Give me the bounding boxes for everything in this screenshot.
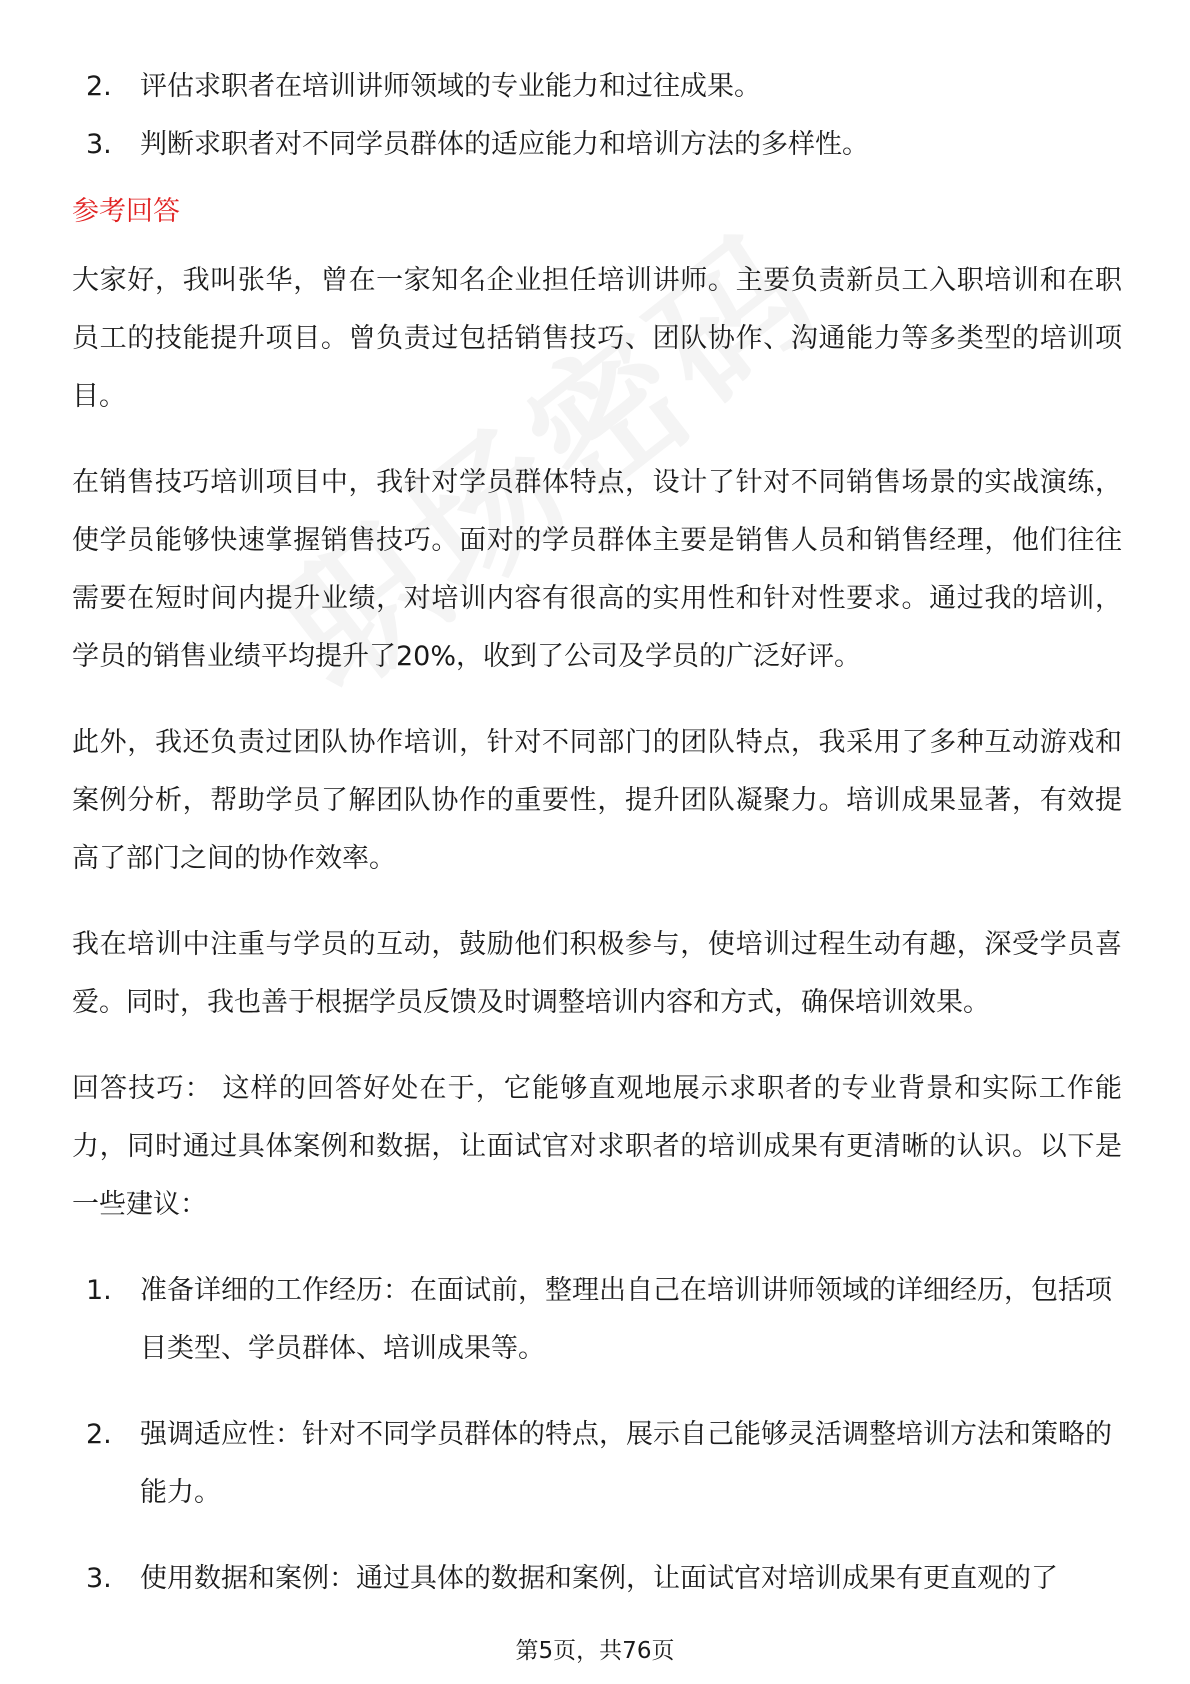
paragraph: 回答技巧： 这样的回答好处在于，它能够直观地展示求职者的专业背景和实际工作能力，同时通过具体案例和数据，让面试官对求职者的培训成果有更清晰的认识。以下是一些建议： bbox=[72, 1073, 1122, 1220]
tips-list bbox=[72, 1262, 1122, 1608]
list-number: 2. bbox=[86, 1419, 112, 1450]
list-number: 3. bbox=[86, 129, 112, 160]
list-number: 1. bbox=[86, 1275, 112, 1306]
section-title: 参考回答 bbox=[72, 196, 180, 227]
list-text: 强调适应性：针对不同学员群体的特点，展示自己能够灵活调整培训方法和策略的能力。 bbox=[140, 1419, 1112, 1508]
paragraph: 我在培训中注重与学员的互动，鼓励他们积极参与，使培训过程生动有趣，深受学员喜爱。同时，我也善于根据学员反馈及时调整培训内容和方式，确保培训效果。 bbox=[72, 929, 1122, 1018]
list-item bbox=[72, 1262, 1122, 1378]
list-text: 准备详细的工作经历：在面试前，整理出自己在培训讲师领域的详细经历，包括项目类型、学员群体、培训成果等。 bbox=[140, 1275, 1112, 1364]
list-number: 2. bbox=[86, 71, 112, 102]
list-item bbox=[72, 116, 1122, 174]
list-text: 评估求职者在培训讲师领域的专业能力和过往成果。 bbox=[140, 71, 761, 102]
paragraph: 在销售技巧培训项目中，我针对学员群体特点，设计了针对不同销售场景的实战演练，使学员能够快速掌握销售技巧。面对的学员群体主要是销售人员和销售经理，他们往往需要在短时间内提升业绩，对培训内容有很高的实用性和针对性要求。通过我的培训，学员的销售业绩平均提升了20%，收到了公司及学员的广泛好评。 bbox=[72, 467, 1122, 672]
intro-list bbox=[72, 58, 1122, 174]
list-text: 使用数据和案例：通过具体的数据和案例，让面试官对培训成果有更直观的了 bbox=[140, 1563, 1058, 1594]
list-number: 3. bbox=[86, 1563, 112, 1594]
page-content bbox=[72, 58, 1122, 1636]
paragraph: 此外，我还负责过团队协作培训，针对不同部门的团队特点，我采用了多种互动游戏和案例分析，帮助学员了解团队协作的重要性，提升团队凝聚力。培训成果显著，有效提高了部门之间的协作效率。 bbox=[72, 727, 1122, 874]
list-item bbox=[72, 1550, 1122, 1608]
paragraph: 大家好，我叫张华，曾在一家知名企业担任培训讲师。主要负责新员工入职培训和在职员工的技能提升项目。曾负责过包括销售技巧、团队协作、沟通能力等多类型的培训项目。 bbox=[72, 265, 1122, 412]
list-item bbox=[72, 1406, 1122, 1522]
page-footer: 第5页，共76页 bbox=[515, 1638, 675, 1664]
list-text: 判断求职者对不同学员群体的适应能力和培训方法的多样性。 bbox=[140, 129, 869, 160]
list-item bbox=[72, 58, 1122, 116]
